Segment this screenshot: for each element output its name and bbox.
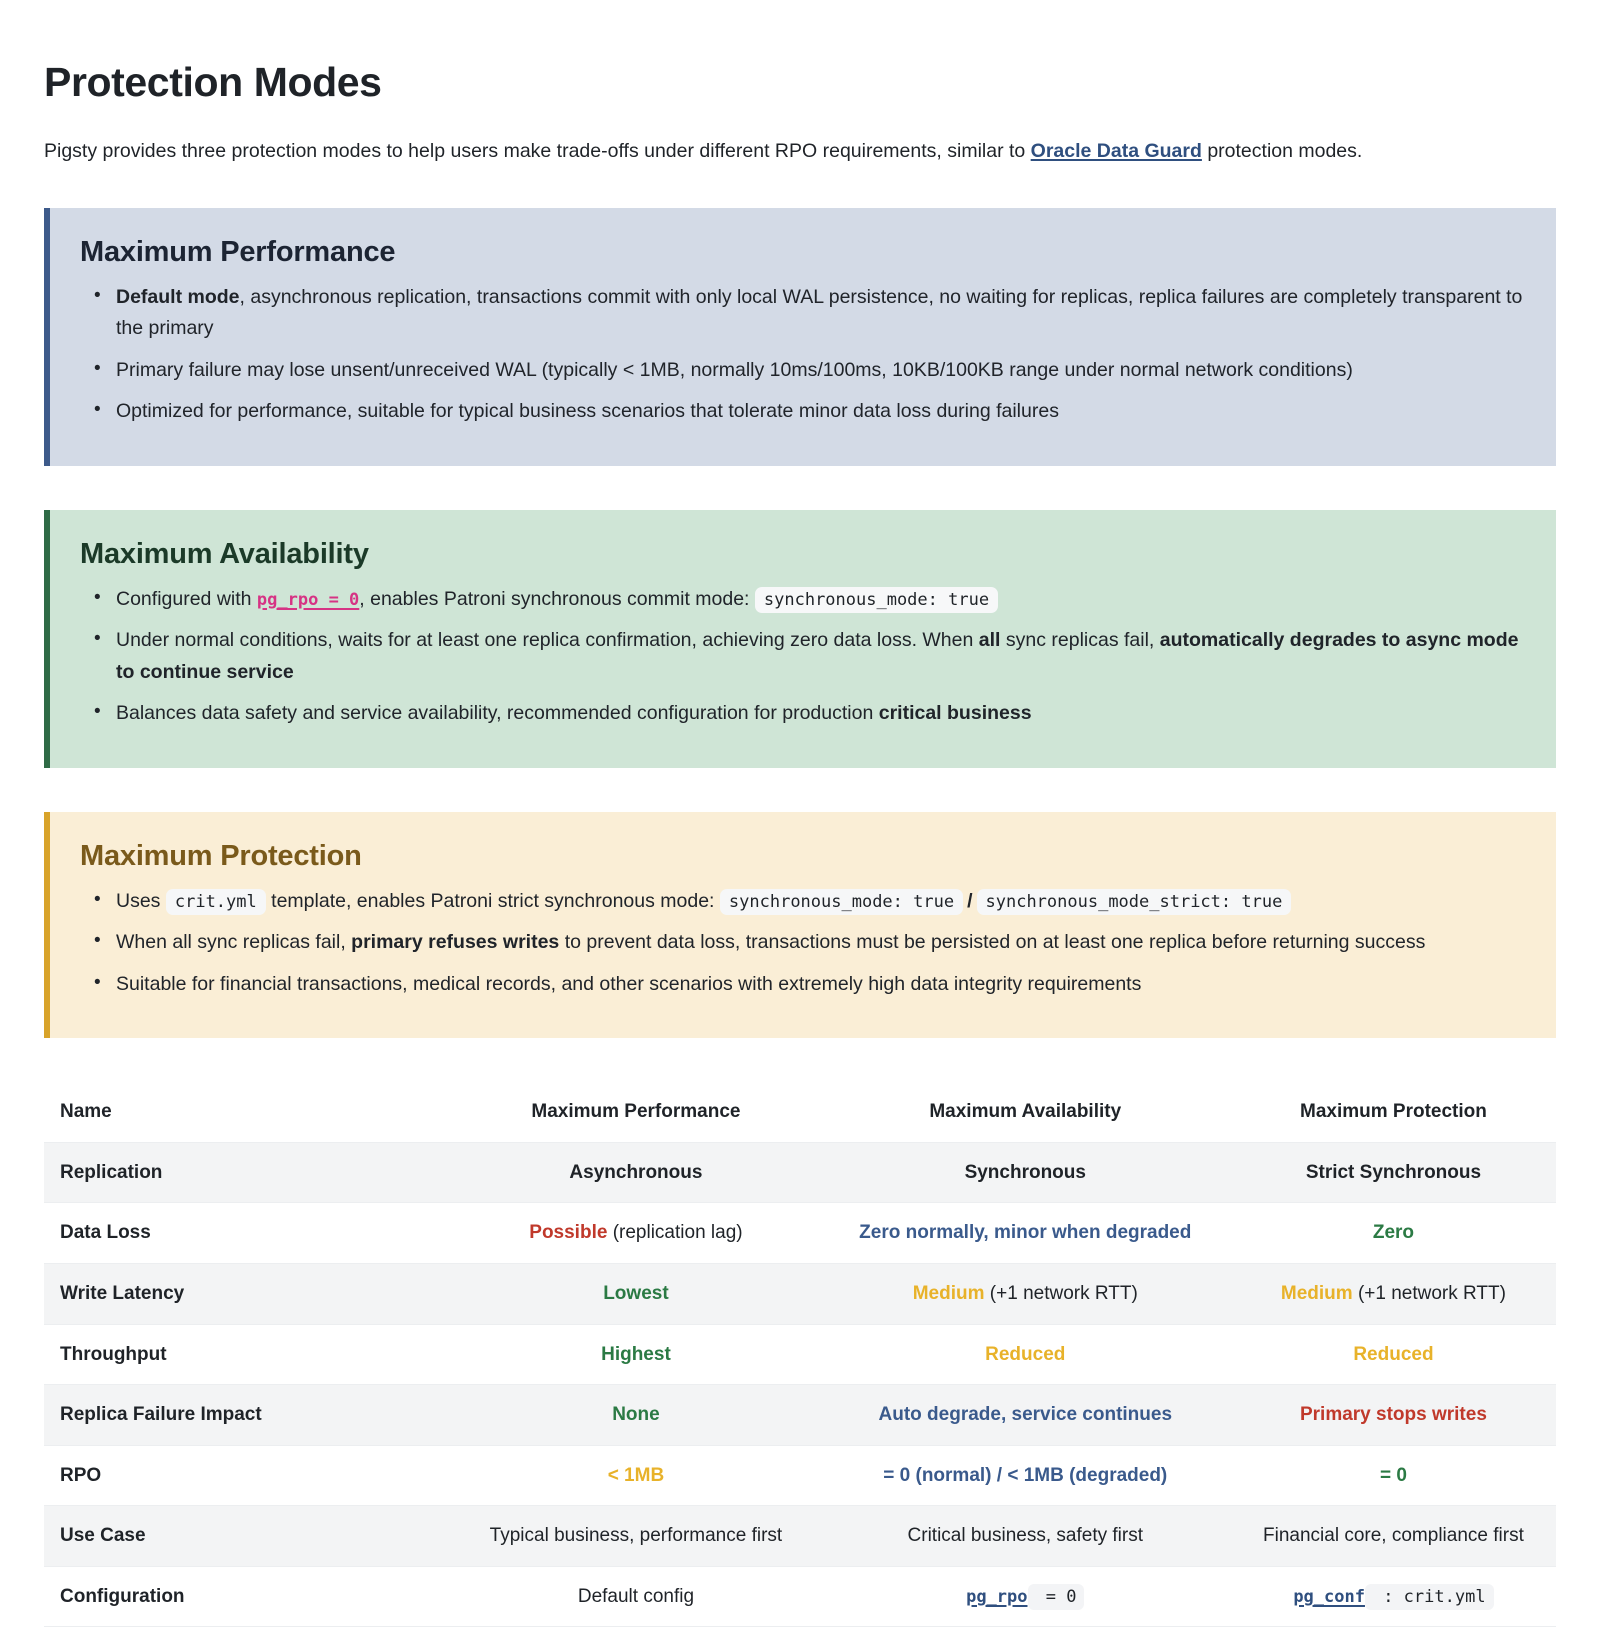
table-cell xyxy=(820,1142,1231,1203)
cell-value: (replication lag) xyxy=(607,1222,743,1244)
code-chip-synchronous-mode-strict: synchronous_mode_strict: true xyxy=(977,889,1292,915)
column-header-maximum-protection: Maximum Protection xyxy=(1231,1082,1556,1142)
cell-value: None xyxy=(612,1404,660,1426)
config-code: = 0 xyxy=(1028,1584,1085,1610)
callout-title-maximum-performance: Maximum Performance xyxy=(80,235,396,268)
table-cell xyxy=(452,1385,819,1446)
table-cell xyxy=(1231,1566,1556,1627)
cell-value: = 0 (normal) / < 1MB (degraded) xyxy=(883,1464,1168,1486)
cell-value: Reduced xyxy=(985,1343,1066,1365)
table-row xyxy=(44,1385,1556,1446)
cell-value: Highest xyxy=(601,1343,671,1365)
table-cell xyxy=(1231,1506,1556,1567)
table-header xyxy=(44,1082,1556,1142)
code-chip-synchronous-mode: synchronous_mode: true xyxy=(720,889,963,915)
callout-maximum-performance xyxy=(44,208,1556,466)
intro-text-after: protection modes. xyxy=(1201,140,1363,163)
cell-value: Strict Synchronous xyxy=(1305,1161,1482,1183)
cell-value: Auto degrade, service continues xyxy=(878,1404,1173,1426)
bullet-bold: all xyxy=(978,629,1001,652)
list-item xyxy=(116,698,1524,730)
page-title: Protection Modes xyxy=(44,59,382,105)
row-header: Replication xyxy=(44,1142,452,1203)
table-cell xyxy=(820,1203,1231,1264)
cell-value: Asynchronous xyxy=(569,1161,703,1183)
table-cell xyxy=(452,1264,819,1325)
bullet-text: Balances data safety and service availability, recommended configuration for production xyxy=(116,702,879,725)
table-row xyxy=(44,1324,1556,1385)
bullet-text: , enables Patroni synchronous commit mode: xyxy=(359,587,755,610)
row-header: Replica Failure Impact xyxy=(44,1385,452,1446)
cell-value: Critical business, safety first xyxy=(907,1525,1143,1547)
pg-rpo-link[interactable]: pg_rpo = 0 xyxy=(256,589,360,610)
cell-value: (+1 network RTT) xyxy=(1352,1283,1506,1305)
column-header-name: Name xyxy=(44,1082,452,1142)
bullet-text: sync replicas fail, xyxy=(1000,629,1160,652)
table-row xyxy=(44,1203,1556,1264)
intro-text-before: Pigsty provides three protection modes to help users make trade-offs under different RPO requirements, similar to xyxy=(44,140,1031,163)
table-row xyxy=(44,1566,1556,1627)
list-item xyxy=(116,282,1524,345)
code-chip-synchronous-mode: synchronous_mode: true xyxy=(755,587,998,613)
config-link[interactable]: pg_rpo xyxy=(966,1586,1028,1607)
list-item xyxy=(116,396,1524,428)
table-cell xyxy=(1231,1203,1556,1264)
callout-maximum-availability xyxy=(44,510,1556,768)
cell-value: Financial core, compliance first xyxy=(1263,1525,1524,1547)
cell-value: Zero xyxy=(1372,1222,1415,1244)
table-body xyxy=(44,1142,1556,1626)
bullet-text: Uses xyxy=(116,889,166,912)
callout-title-maximum-protection: Maximum Protection xyxy=(80,839,362,872)
table-cell xyxy=(820,1385,1231,1446)
row-header: Data Loss xyxy=(44,1203,452,1264)
cell-value: Reduced xyxy=(1353,1343,1434,1365)
row-header: RPO xyxy=(44,1445,452,1506)
table-cell xyxy=(452,1324,819,1385)
callout-bullets-maximum-performance xyxy=(80,282,1524,428)
bullet-text: Under normal conditions, waits for at least one replica confirmation, achieving zero data loss. When xyxy=(116,629,979,652)
table-cell xyxy=(452,1445,819,1506)
table-cell xyxy=(452,1566,819,1627)
bullet-bold: primary refuses writes xyxy=(351,931,560,954)
table-row xyxy=(44,1445,1556,1506)
cell-value: Typical business, performance first xyxy=(489,1525,783,1547)
cell-value: Possible xyxy=(529,1222,608,1244)
oracle-data-guard-link[interactable]: Oracle Data Guard xyxy=(1030,140,1202,163)
bullet-text: Primary failure may lose unsent/unreceived WAL (typically < 1MB, normally 10ms/100ms, 10KB/100KB range under normal network conditions) xyxy=(116,358,1353,381)
table-cell xyxy=(452,1203,819,1264)
cell-value: = 0 xyxy=(1379,1464,1407,1486)
intro-paragraph xyxy=(44,136,1504,168)
bullet-text: template, enables Patroni strict synchronous mode: xyxy=(265,889,720,912)
table-header-row xyxy=(44,1082,1556,1142)
list-item xyxy=(116,969,1524,1001)
table-cell xyxy=(820,1566,1231,1627)
bullet-bold-lead: Default mode xyxy=(116,285,240,308)
callout-maximum-protection xyxy=(44,812,1556,1038)
list-item xyxy=(116,886,1524,918)
comparison-table xyxy=(44,1082,1556,1627)
table-cell xyxy=(820,1324,1231,1385)
bullet-text: to prevent data loss, transactions must be persisted on at least one replica before returning success xyxy=(559,931,1426,954)
cell-value: Primary stops writes xyxy=(1299,1404,1487,1426)
table-cell xyxy=(820,1264,1231,1325)
row-header: Write Latency xyxy=(44,1264,452,1325)
bullet-text: Suitable for financial transactions, medical records, and other scenarios with extremely high data integrity requirements xyxy=(116,972,1142,995)
row-header: Throughput xyxy=(44,1324,452,1385)
table-cell xyxy=(1231,1324,1556,1385)
table-cell xyxy=(1231,1264,1556,1325)
table-cell xyxy=(452,1142,819,1203)
bullet-bold: automatically degrades to async mode to continue service xyxy=(116,629,1519,683)
cell-value: < 1MB xyxy=(607,1464,665,1486)
table-row xyxy=(44,1142,1556,1203)
callout-bullets-maximum-protection xyxy=(80,886,1524,1001)
cell-value: Zero normally, minor when degraded xyxy=(859,1222,1192,1244)
table-cell xyxy=(452,1506,819,1567)
cell-value: Default config xyxy=(577,1585,695,1607)
code-chip-crit-yml: crit.yml xyxy=(166,889,266,915)
cell-value: (+1 network RTT) xyxy=(984,1283,1138,1305)
list-item xyxy=(116,584,1524,616)
column-header-maximum-availability: Maximum Availability xyxy=(820,1082,1231,1142)
config-code: : crit.yml xyxy=(1365,1584,1494,1610)
list-item xyxy=(116,927,1524,959)
cell-value: Medium xyxy=(912,1283,985,1305)
table-row xyxy=(44,1264,1556,1325)
table-row xyxy=(44,1506,1556,1567)
cell-value: Synchronous xyxy=(964,1161,1086,1183)
row-header: Use Case xyxy=(44,1506,452,1567)
row-header: Configuration xyxy=(44,1566,452,1627)
table-cell xyxy=(1231,1142,1556,1203)
list-item xyxy=(116,355,1524,387)
bullet-bold: critical business xyxy=(878,702,1032,725)
bullet-text: When all sync replicas fail, xyxy=(116,931,352,954)
column-header-maximum-performance: Maximum Performance xyxy=(452,1082,819,1142)
table-cell xyxy=(1231,1445,1556,1506)
table-cell xyxy=(820,1506,1231,1567)
bullet-text: Configured with xyxy=(116,587,257,610)
list-item xyxy=(116,625,1524,688)
code-separator-slash: / xyxy=(967,889,973,912)
table-cell xyxy=(820,1445,1231,1506)
table-cell xyxy=(1231,1385,1556,1446)
cell-value: Medium xyxy=(1280,1283,1353,1305)
callout-title-maximum-availability: Maximum Availability xyxy=(80,537,369,570)
callout-bullets-maximum-availability xyxy=(80,584,1524,730)
config-link[interactable]: pg_conf xyxy=(1293,1586,1365,1607)
cell-value: Lowest xyxy=(603,1283,669,1305)
callout-list xyxy=(44,208,1556,1038)
bullet-text: Optimized for performance, suitable for typical business scenarios that tolerate minor data loss during failures xyxy=(116,400,1059,423)
bullet-text: , asynchronous replication, transactions commit with only local WAL persistence, no waiting for replicas, replica failures are completely transparent to the primary xyxy=(116,285,1523,340)
